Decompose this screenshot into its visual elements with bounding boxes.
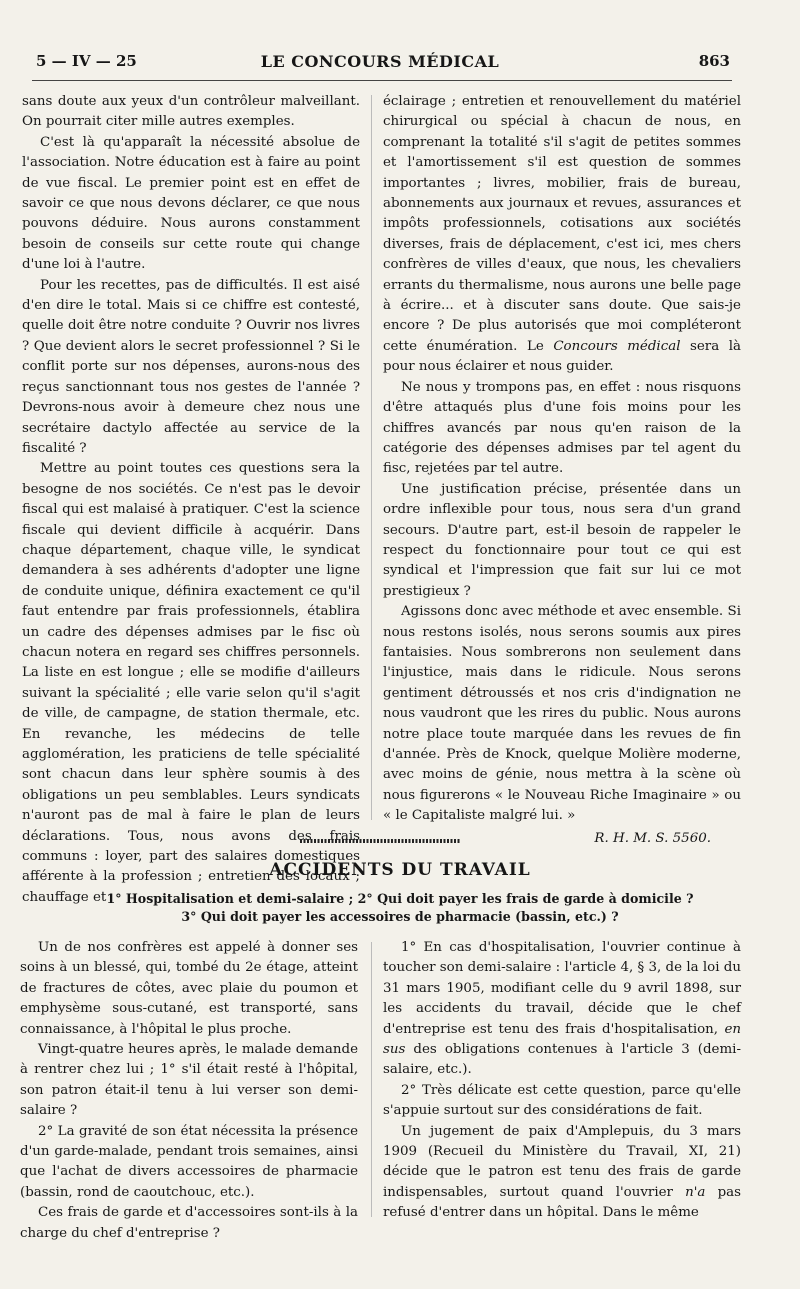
paragraph [383, 1122, 741, 1224]
paragraph: sans doute aux yeux d'un contrôleur malveillant. On pourrait citer mille autres exemples. [22, 94, 360, 130]
section-subtitle: 1° Hospitalisation et demi-salaire ; 2° Qui doit payer les frais de garde à domicile ? [106, 891, 694, 906]
paragraph: C'est là qu'apparaît la nécessité absolue de l'association. Notre éducation est à faire au point de vue fiscal. Le premier point est en effet de savoir ce que nous devons déclarer, ce que nous pouvons déduire. Nous aurons constamment besoin de conseils sur cette route qui change d'une loi à l'autre. [22, 134, 360, 273]
paragraph: Vingt-quatre heures après, le malade demande à rentrer chez lui ; 1° s'il était resté à l'hôpital, son patron était-il tenu à lui verser son demi-salaire ? [20, 1042, 358, 1119]
paragraph: Pour les recettes, pas de difficultés. Il est aisé d'en dire le total. Mais si ce chiffre est contesté, quelle doit être notre conduite ? Ouvrir nos livres ? Que devient alors le secret professionnel ? Si le conflit porte sur nos dépenses, aurons-nous des reçus sanctionnant tous nos gestes de l'année ? Devrons-nous avoir à demeure chez nous une secrétaire dactylo affectée au service de la fiscalité ? [22, 277, 360, 456]
italic-phrase: n'a [685, 1184, 706, 1200]
journal-name-italic: Concours médical [553, 338, 681, 354]
top-left-column [22, 92, 360, 908]
journal-title: LE CONCOURS MÉDICAL [260, 52, 500, 71]
section-subtitle: 3° Qui doit payer les accessoires de pharmacie (bassin, etc.) ? [181, 909, 619, 924]
paragraph: Mettre au point toutes ces questions sera la besogne de nos sociétés. Ce n'est pas le devoir fiscal qui est malaisé à pratiquer. C'est la science fiscale qui devient difficile à acquérir. Dans chaque département, chaque ville, le syndicat demandera à ses adhérents d'adopter une ligne de conduite unique, définira exactement ce qu'il faut entendre par frais professionnels, établira un cadre des dépenses admises par le fisc où chacun notera en regard ses chiffres personnels. La liste en est longue ; elle se modifie d'ailleurs suivant la spécialité ; elle varie selon qu'il s'agit de ville, de campagne, de station thermale, etc. En revanche, les médecins de telle agglomération, les praticiens de telle spécialité sont chacun dans leur sphère soumis à des obligations un peu semblables. Leurs syndicats n'auront pas de mal à faire le plan de leurs déclarations. Tous, nous avons des frais communs : loyer, part des salaires domestiques afférente à la profession ; entretien des locaux ; chauffage et [22, 461, 360, 905]
bottom-right-column [383, 938, 741, 1224]
paragraph: 2° Très délicate est cette question, parce qu'elle s'appuie surtout sur des considérations de fait. [383, 1082, 741, 1119]
paragraph: Une justification précise, présentée dans un ordre inflexible pour tous, nous sera d'un grand secours. D'autre part, est-il besoin de rappeler le respect du fonctionnaire pour tout ce qui est syndical et l'impression que fait sur lui ce mot prestigieux ? [383, 481, 741, 599]
page-header [30, 52, 730, 78]
paragraph: 2° La gravité de son état nécessita la présence d'un garde-malade, pendant trois semaines, ainsi que l'achat de divers accessoires de pharmacie (bassin, rond de caoutchouc, etc.). [20, 1123, 358, 1200]
column-divider [371, 95, 372, 820]
text-run: pas refusé d'entrer dans un hôpital. Dans le même [383, 1184, 742, 1221]
paragraph: Un de nos confrères est appelé à donner ses soins à un blessé, qui, tombé du 2e étage, atteint de fractures de côtes, avec plaie du poumon et emphysème sous-cutané, est transporté, sans connaissance, à l'hôpital le plus proche. [20, 940, 358, 1037]
paragraph [383, 938, 741, 1081]
paragraph: Agissons donc avec méthode et avec ensemble. Si nous restons isolés, nous serons soumis aux pires fantaisies. Nous sombrerons non seulement dans l'injustice, mais dans le ridicule. Nous serons gentiment détroussés et nos cris d'indignation ne nous vaudront que les rires du public. Nous aurons notre place toute marquée dans les revues de fin d'année. Près de Knock, quelque Molière moderne, avec moins de génie, nous mettra à la scène où nous figurerons « le Nouveau Riche Imaginaire » ou « le Capitaliste malgré lui. » [383, 604, 741, 824]
signature-initials: R. H. M. S. [594, 830, 669, 846]
header-rule [32, 80, 732, 81]
column-divider [371, 942, 372, 1217]
italic-phrase: en sus [383, 1021, 741, 1058]
paragraph [383, 92, 741, 378]
text-run: des obligations contenues à l'article 3 (demi-salaire, etc.). [383, 1042, 741, 1078]
section-title: ACCIDENTS DU TRAVAIL [269, 860, 531, 880]
top-right-column [383, 92, 741, 849]
bottom-left-column [20, 938, 358, 1244]
text-run: éclairage ; entretien et renouvellement du matériel chirurgical ou spécial à chacun de nous, en comprenant la totalité s'il s'agit de petites sommes et l'amortissement s'il est question de sommes importantes ; livres, mobilier, frais de bureau, abonnements aux journaux et revues, assurances et impôts professionnels, cotisations aux sociétés diverses, frais de déplacement, c'est ici, mes chers confrères de villes d'eaux, que nous, les chevaliers errants du thermalisme, nous aurons une belle page à écrire... et à discuter sans doute. Que sais-je encore ? De plus autorisés que moi compléteront cette énumération. Le [383, 94, 741, 354]
issue-date: 5 — IV — 25 [36, 52, 137, 70]
signature-number: 5560. [672, 830, 711, 846]
paragraph: Ces frais de garde et d'accessoires sont-ils à la charge du chef d'entreprise ? [20, 1205, 358, 1241]
page-number: 863 [698, 52, 730, 70]
text-run: Un jugement de paix d'Amplepuis, du 3 mars 1909 (Recueil du Ministère du Travail, XI, 21) décide que le patron est tenu des frais de garde indispensables, surtout quand l'ouvrier [383, 1123, 741, 1200]
decorative-ornament [300, 838, 460, 844]
text-run: 1° En cas d'hospitalisation, l'ouvrier continue à toucher son demi-salaire : l'article 4, § 3, de la loi du 31 mars 1905, modifiant celle du 9 avril 1898, sur les accidents du travail, décide que le chef d'entreprise est tenu des frais d'hospitalisation, [383, 940, 741, 1037]
text-run: sera là pour nous éclairer et nous guider. [383, 338, 741, 375]
paragraph: Ne nous y trompons pas, en effet : nous risquons d'être attaqués plus d'une fois moins pour les chiffres avancés par nous qu'en raison de la catégorie des dépenses admises par tel agent du fisc, rejetées par tel autre. [383, 379, 741, 477]
